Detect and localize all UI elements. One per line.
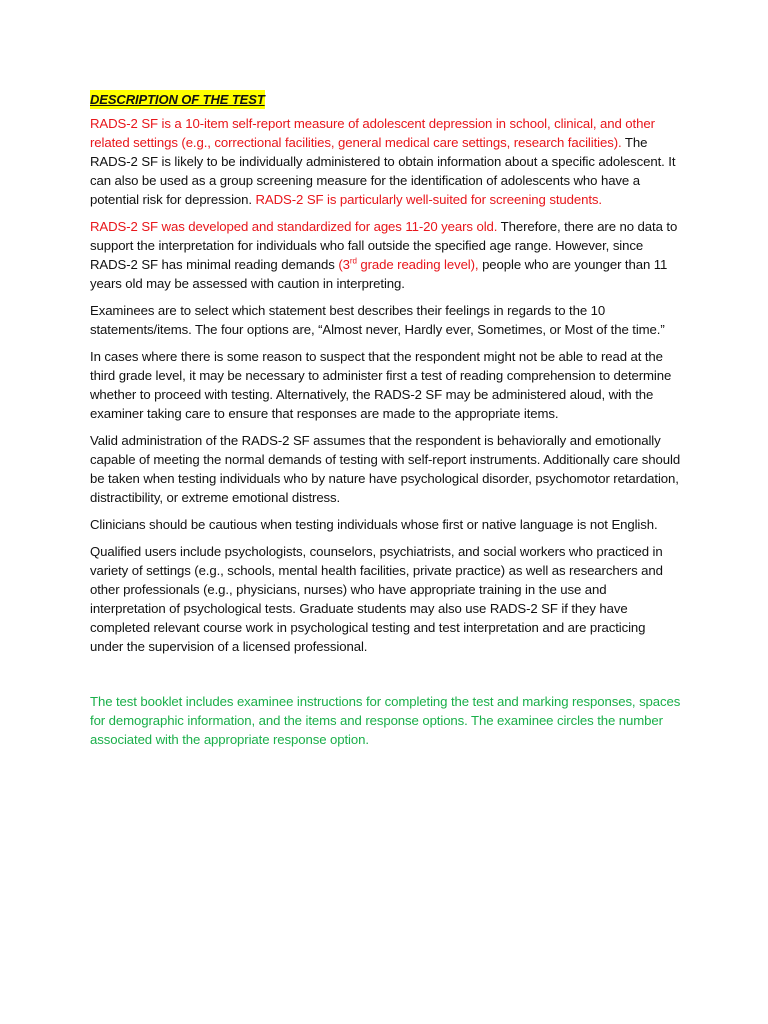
section-heading: DESCRIPTION OF THE TEST [90,92,265,107]
spacer [90,664,682,692]
document-body [90,90,682,757]
text-red: RADS-2 SF was developed and standardized for ages 11-20 years old. [90,219,498,234]
text-red: RADS-2 SF is a 10-item self-report measure of adolescent depression in school, clinical, and other related settings (e.g., correctional facilities, general medical care settings, research facilities). [90,116,655,150]
paragraph-options: Examinees are to select which statement best describes their feelings in regards to the 10 statements/items. The four options are, “Almost never, Hardly ever, Sometimes, or Most of the time.” [90,303,665,337]
text-black: Therefore, there are no data to support the interpretation for individuals who fall outside the specified age range. However, since RADS-2 SF has minimal reading demands [90,219,678,272]
paragraph-test-booklet: The test booklet includes examinee instructions for completing the test and marking responses, spaces for demographic information, and the items and response options. The examinee circles the number associated with the appropriate response option. [90,694,681,747]
superscript-rd: rd [349,256,357,266]
paragraph-language: Clinicians should be cautious when testing individuals whose first or native language is not English. [90,517,658,532]
paragraph-reading-level: In cases where there is some reason to suspect that the respondent might not be able to read at the third grade level, it may be necessary to administer first a test of reading comprehension to determine whether to proceed with testing. Alternatively, the RADS-2 SF may be administered aloud, with the examiner taking care to ensure that responses are made to the appropriate items. [90,349,672,421]
text-red: grade reading level), [356,257,479,272]
paragraph-valid-administration: Valid administration of the RADS-2 SF assumes that the respondent is behaviorally and emotionally capable of meeting the normal demands of testing with self-report instruments. Additionally care should be taken when testing individuals who by nature have psychological disorder, psychomotor retardation, distractibility, or extreme emotional distress. [90,433,681,505]
paragraph-qualified-users: Qualified users include psychologists, counselors, psychiatrists, and social workers who practiced in variety of settings (e.g., schools, mental health facilities, private practice) as well as researchers and other professionals (e.g., physicians, nurses) who have appropriate training in the use and interpretation of psychological tests. Graduate students may also use RADS-2 SF if they have completed relevant course work in psychological testing and test interpretation and are practicing under the supervision of a licensed professional. [90,544,663,654]
text-black: people who are younger than 11 years old may be assessed with caution in interpreting. [90,257,668,291]
paragraph-age-range [90,217,682,293]
text-red: RADS-2 SF is particularly well-suited for screening students. [251,192,602,207]
heading-row [90,90,682,114]
text-red: (3 [338,257,350,272]
text-black: The RADS-2 SF is likely to be individually administered to obtain information about a specific adolescent. It can also be used as a group screening measure for the identification of adolescents who have a potential risk for depression. [90,135,676,207]
paragraph-description [90,114,682,209]
